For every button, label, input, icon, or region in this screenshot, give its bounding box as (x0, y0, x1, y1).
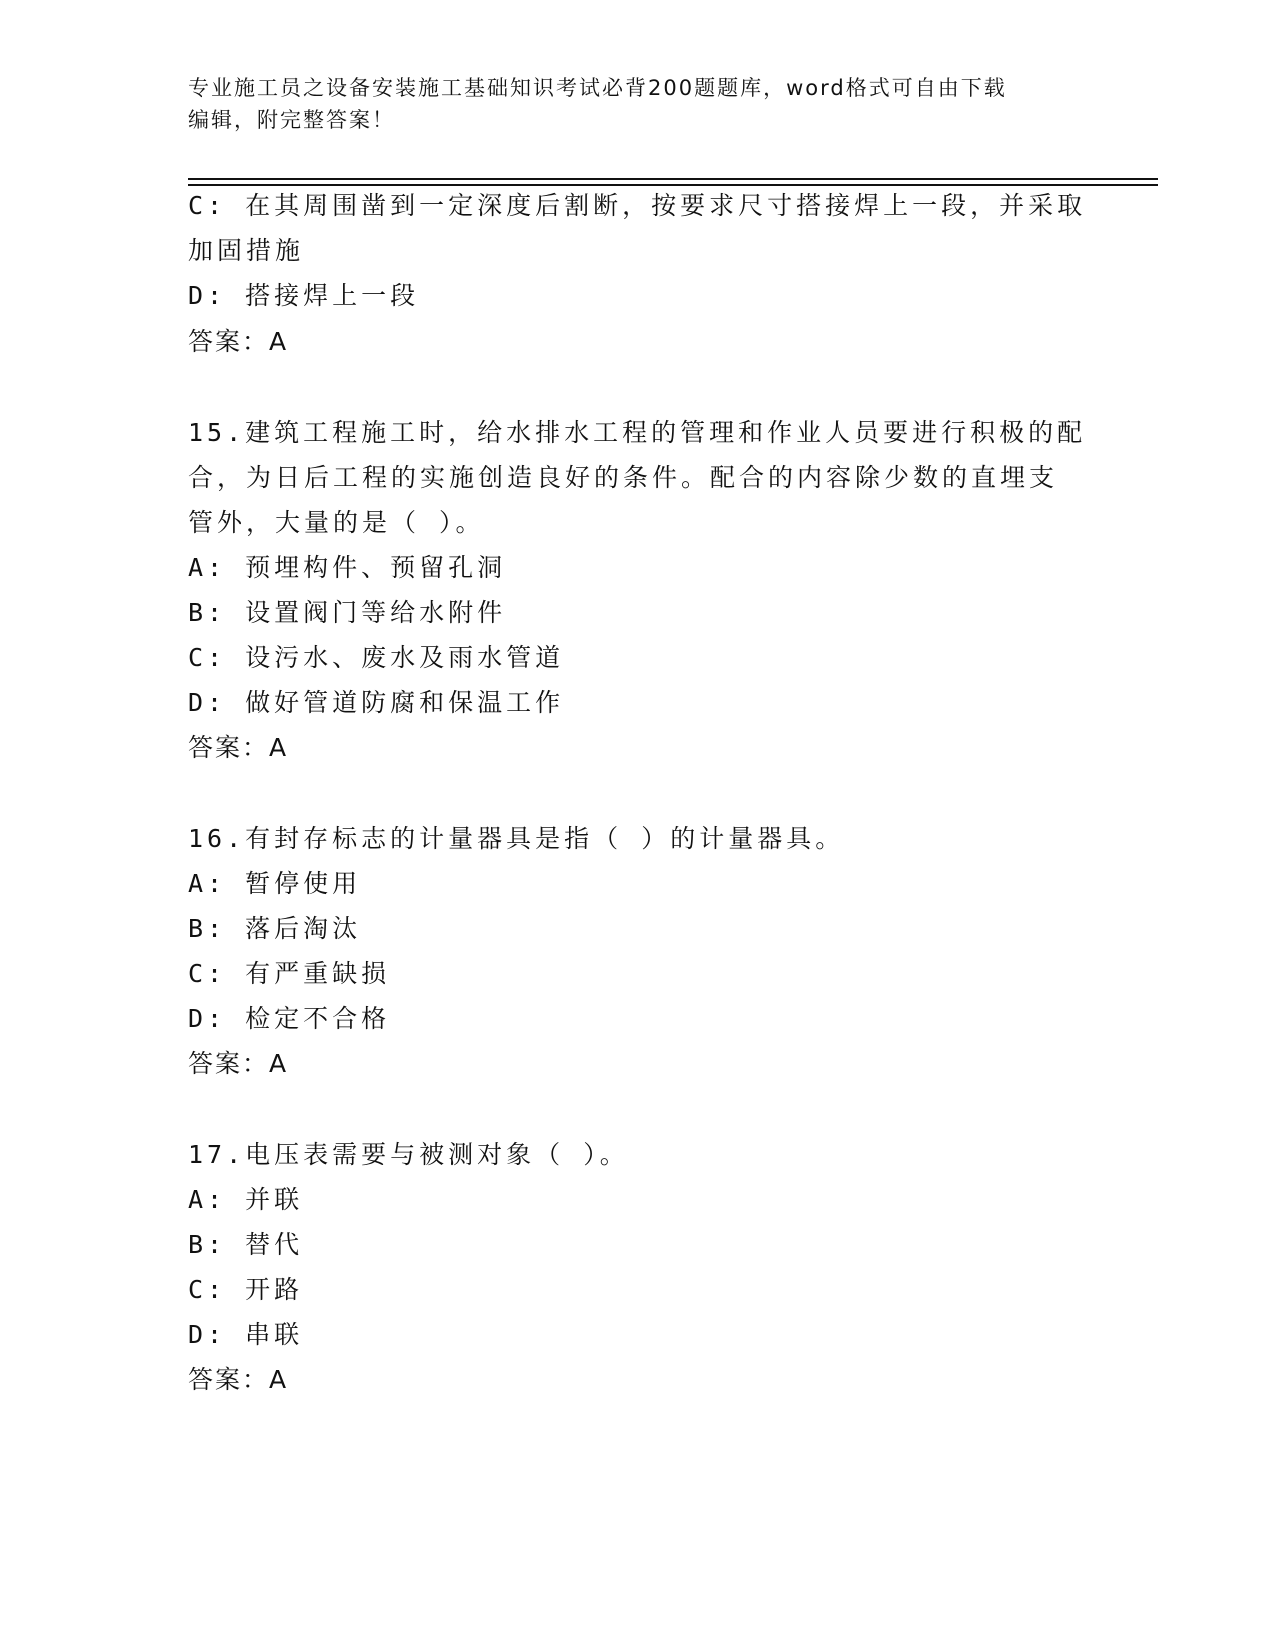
question-16-option-b: B: 落后淘汰 (188, 914, 362, 943)
question-16-option-d: D: 检定不合格 (188, 1004, 391, 1033)
header-rule-bottom (188, 184, 1158, 186)
option-c-line-1: C: 在其周围凿到一定深度后割断，按要求尺寸搭接焊上一段，并采取 (188, 191, 1087, 220)
question-16-stem: 16.有封存标志的计量器具是指（ ）的计量器具。 (188, 824, 845, 853)
question-15-stem-line-2: 合，为日后工程的实施创造良好的条件。配合的内容除少数的直埋支 (188, 463, 1059, 492)
answer-16: 答案：A (188, 1049, 289, 1078)
question-15-option-c: C: 设污水、废水及雨水管道 (188, 643, 565, 672)
question-17-option-c: C: 开路 (188, 1275, 304, 1304)
answer-15: 答案：A (188, 733, 289, 762)
question-16-option-a: A: 暂停使用 (188, 869, 362, 898)
question-15-option-b: B: 设置阀门等给水附件 (188, 598, 507, 627)
question-15-stem-line-3: 管外，大量的是（ ）。 (188, 508, 485, 537)
question-16-option-c: C: 有严重缺损 (188, 959, 391, 988)
question-17-option-a: A: 并联 (188, 1185, 304, 1214)
question-17-option-d: D: 串联 (188, 1320, 304, 1349)
header-rule-top (188, 178, 1158, 180)
question-17-stem: 17.电压表需要与被测对象（ ）。 (188, 1140, 629, 1169)
option-d: D: 搭接焊上一段 (188, 281, 420, 310)
document-header: 专业施工员之设备安装施工基础知识考试必背200题题库，word格式可自由下载 编辑，附完整答案！ (188, 76, 1007, 132)
question-17-option-b: B: 替代 (188, 1230, 304, 1259)
question-15-option-a: A: 预埋构件、预留孔洞 (188, 553, 507, 582)
option-c-line-2: 加固措施 (188, 236, 305, 265)
question-15-option-d: D: 做好管道防腐和保温工作 (188, 688, 565, 717)
question-15-stem-line-1: 15.建筑工程施工时，给水排水工程的管理和作业人员要进行积极的配 (188, 418, 1087, 447)
answer-17: 答案：A (188, 1365, 289, 1394)
answer-14: 答案：A (188, 327, 289, 356)
